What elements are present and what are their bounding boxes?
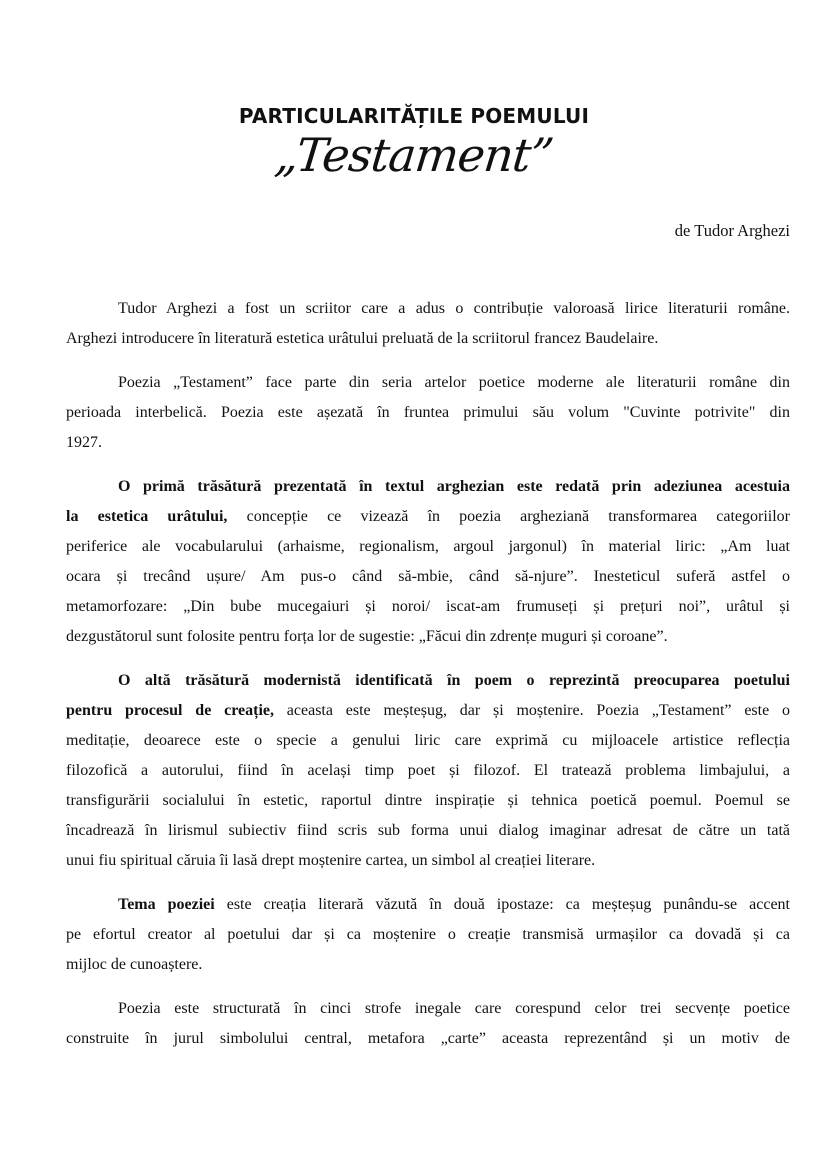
bold-text: O altă trăsătură modernistă identificată în poem o reprezintă preocuparea poetului bbox=[118, 672, 790, 689]
text-line bbox=[66, 953, 790, 983]
text: transfigurării socialului în estetic, raportul dintre inspirație și tehnica poetică poemul. Poemul se bbox=[66, 792, 790, 809]
text-line bbox=[66, 371, 790, 401]
text: dezgustătorul sunt folosite pentru forța lor de sugestie: „Făcui din zdrențe muguri și coroane”. bbox=[66, 628, 668, 645]
text: Arghezi introducere în literatură estetica urâtului preluată de la scriitorul francez Baudelaire. bbox=[66, 330, 659, 347]
paragraph bbox=[66, 997, 790, 1057]
text: Poezia „Testament” face parte din seria artelor poetice moderne ale literaturii române din bbox=[118, 374, 790, 391]
paragraph bbox=[66, 297, 790, 357]
text: ocara și trecând ușure/ Am pus-o când să-mbie, când să-njure”. Inesteticul suferă astfel o bbox=[66, 568, 790, 585]
text-line bbox=[66, 1027, 790, 1057]
document-title: PARTICULARITĂȚILE POEMULUI bbox=[238, 104, 590, 128]
bold-text: Tema poeziei bbox=[118, 896, 215, 913]
text: concepție ce vizează în poezia argheziană transformarea categoriilor bbox=[227, 508, 791, 525]
text-line bbox=[66, 997, 790, 1027]
text-line bbox=[66, 297, 790, 327]
bold-text: O primă trăsătură prezentată în textul arghezian este redată prin adeziunea acestuia bbox=[118, 478, 790, 495]
text-line bbox=[66, 401, 790, 431]
text-line bbox=[66, 669, 790, 699]
paragraph bbox=[66, 669, 790, 879]
text: mijloc de cunoaștere. bbox=[66, 956, 203, 973]
text-line bbox=[66, 849, 790, 879]
text-line bbox=[66, 505, 790, 535]
text: este creația literară văzută în două ipostaze: ca meșteșug punându-se accent bbox=[214, 896, 790, 913]
text: unui fiu spiritual căruia îi lasă drept moștenire cartea, un simbol al creației literare. bbox=[66, 852, 596, 869]
text-line bbox=[66, 327, 790, 357]
text-line bbox=[66, 565, 790, 595]
text-line bbox=[66, 625, 790, 655]
text: Tudor Arghezi a fost un scriitor care a adus o contribuție valoroasă lirice literaturii române. bbox=[118, 300, 790, 317]
text: meditație, deoarece este o specie a genului liric care exprimă cu mijloacele artistice reflecția bbox=[66, 732, 790, 749]
text: Poezia este structurată în cinci strofe inegale care corespund celor trei secvențe poetice bbox=[118, 1000, 790, 1017]
text-line bbox=[66, 819, 790, 849]
text: periferice ale vocabularului (arhaisme, regionalism, argoul jargonul) în material liric: „Am luat bbox=[66, 538, 790, 555]
text-line bbox=[66, 535, 790, 565]
text: încadrează în lirismul subiectiv fiind scris sub forma unui dialog imaginar adresat de către un tată bbox=[66, 822, 790, 839]
text-line bbox=[66, 789, 790, 819]
text: aceasta este meșteșug, dar și moștenire. Poezia „Testament” este o bbox=[274, 702, 791, 719]
bold-text: pentru procesul de creație, bbox=[66, 702, 274, 719]
paragraph bbox=[66, 371, 790, 461]
text: construite în jurul simbolului central, metafora „carte” aceasta reprezentând și un motiv de bbox=[66, 1030, 790, 1047]
text: filozofică a autorului, fiind în același timp poet și filozof. El tratează problema limbajului, a bbox=[66, 762, 790, 779]
poem-title-script: „Testament” bbox=[272, 128, 556, 182]
paragraph bbox=[66, 893, 790, 983]
text-line bbox=[66, 431, 790, 461]
text-line bbox=[66, 759, 790, 789]
text: 1927. bbox=[66, 434, 102, 451]
document-body bbox=[66, 297, 790, 1071]
text-line bbox=[66, 475, 790, 505]
author-line: de Tudor Arghezi bbox=[674, 221, 790, 240]
text: metamorfozare: „Din bube mucegaiuri și noroi/ iscat-am frumuseți și prețuri noi”, urâtul și bbox=[66, 598, 790, 615]
text: perioada interbelică. Poezia este așezată în fruntea primului său volum "Cuvinte potrivite" din bbox=[66, 404, 790, 421]
paragraph bbox=[66, 475, 790, 655]
text-line bbox=[66, 729, 790, 759]
text-line bbox=[66, 595, 790, 625]
text-line bbox=[66, 923, 790, 953]
bold-text: la estetica urâtului, bbox=[66, 508, 228, 525]
text-line bbox=[66, 699, 790, 729]
text: pe efortul creator al poetului dar și ca moștenire o creație transmisă urmașilor ca dovadă și ca bbox=[66, 926, 790, 943]
text-line bbox=[66, 893, 790, 923]
